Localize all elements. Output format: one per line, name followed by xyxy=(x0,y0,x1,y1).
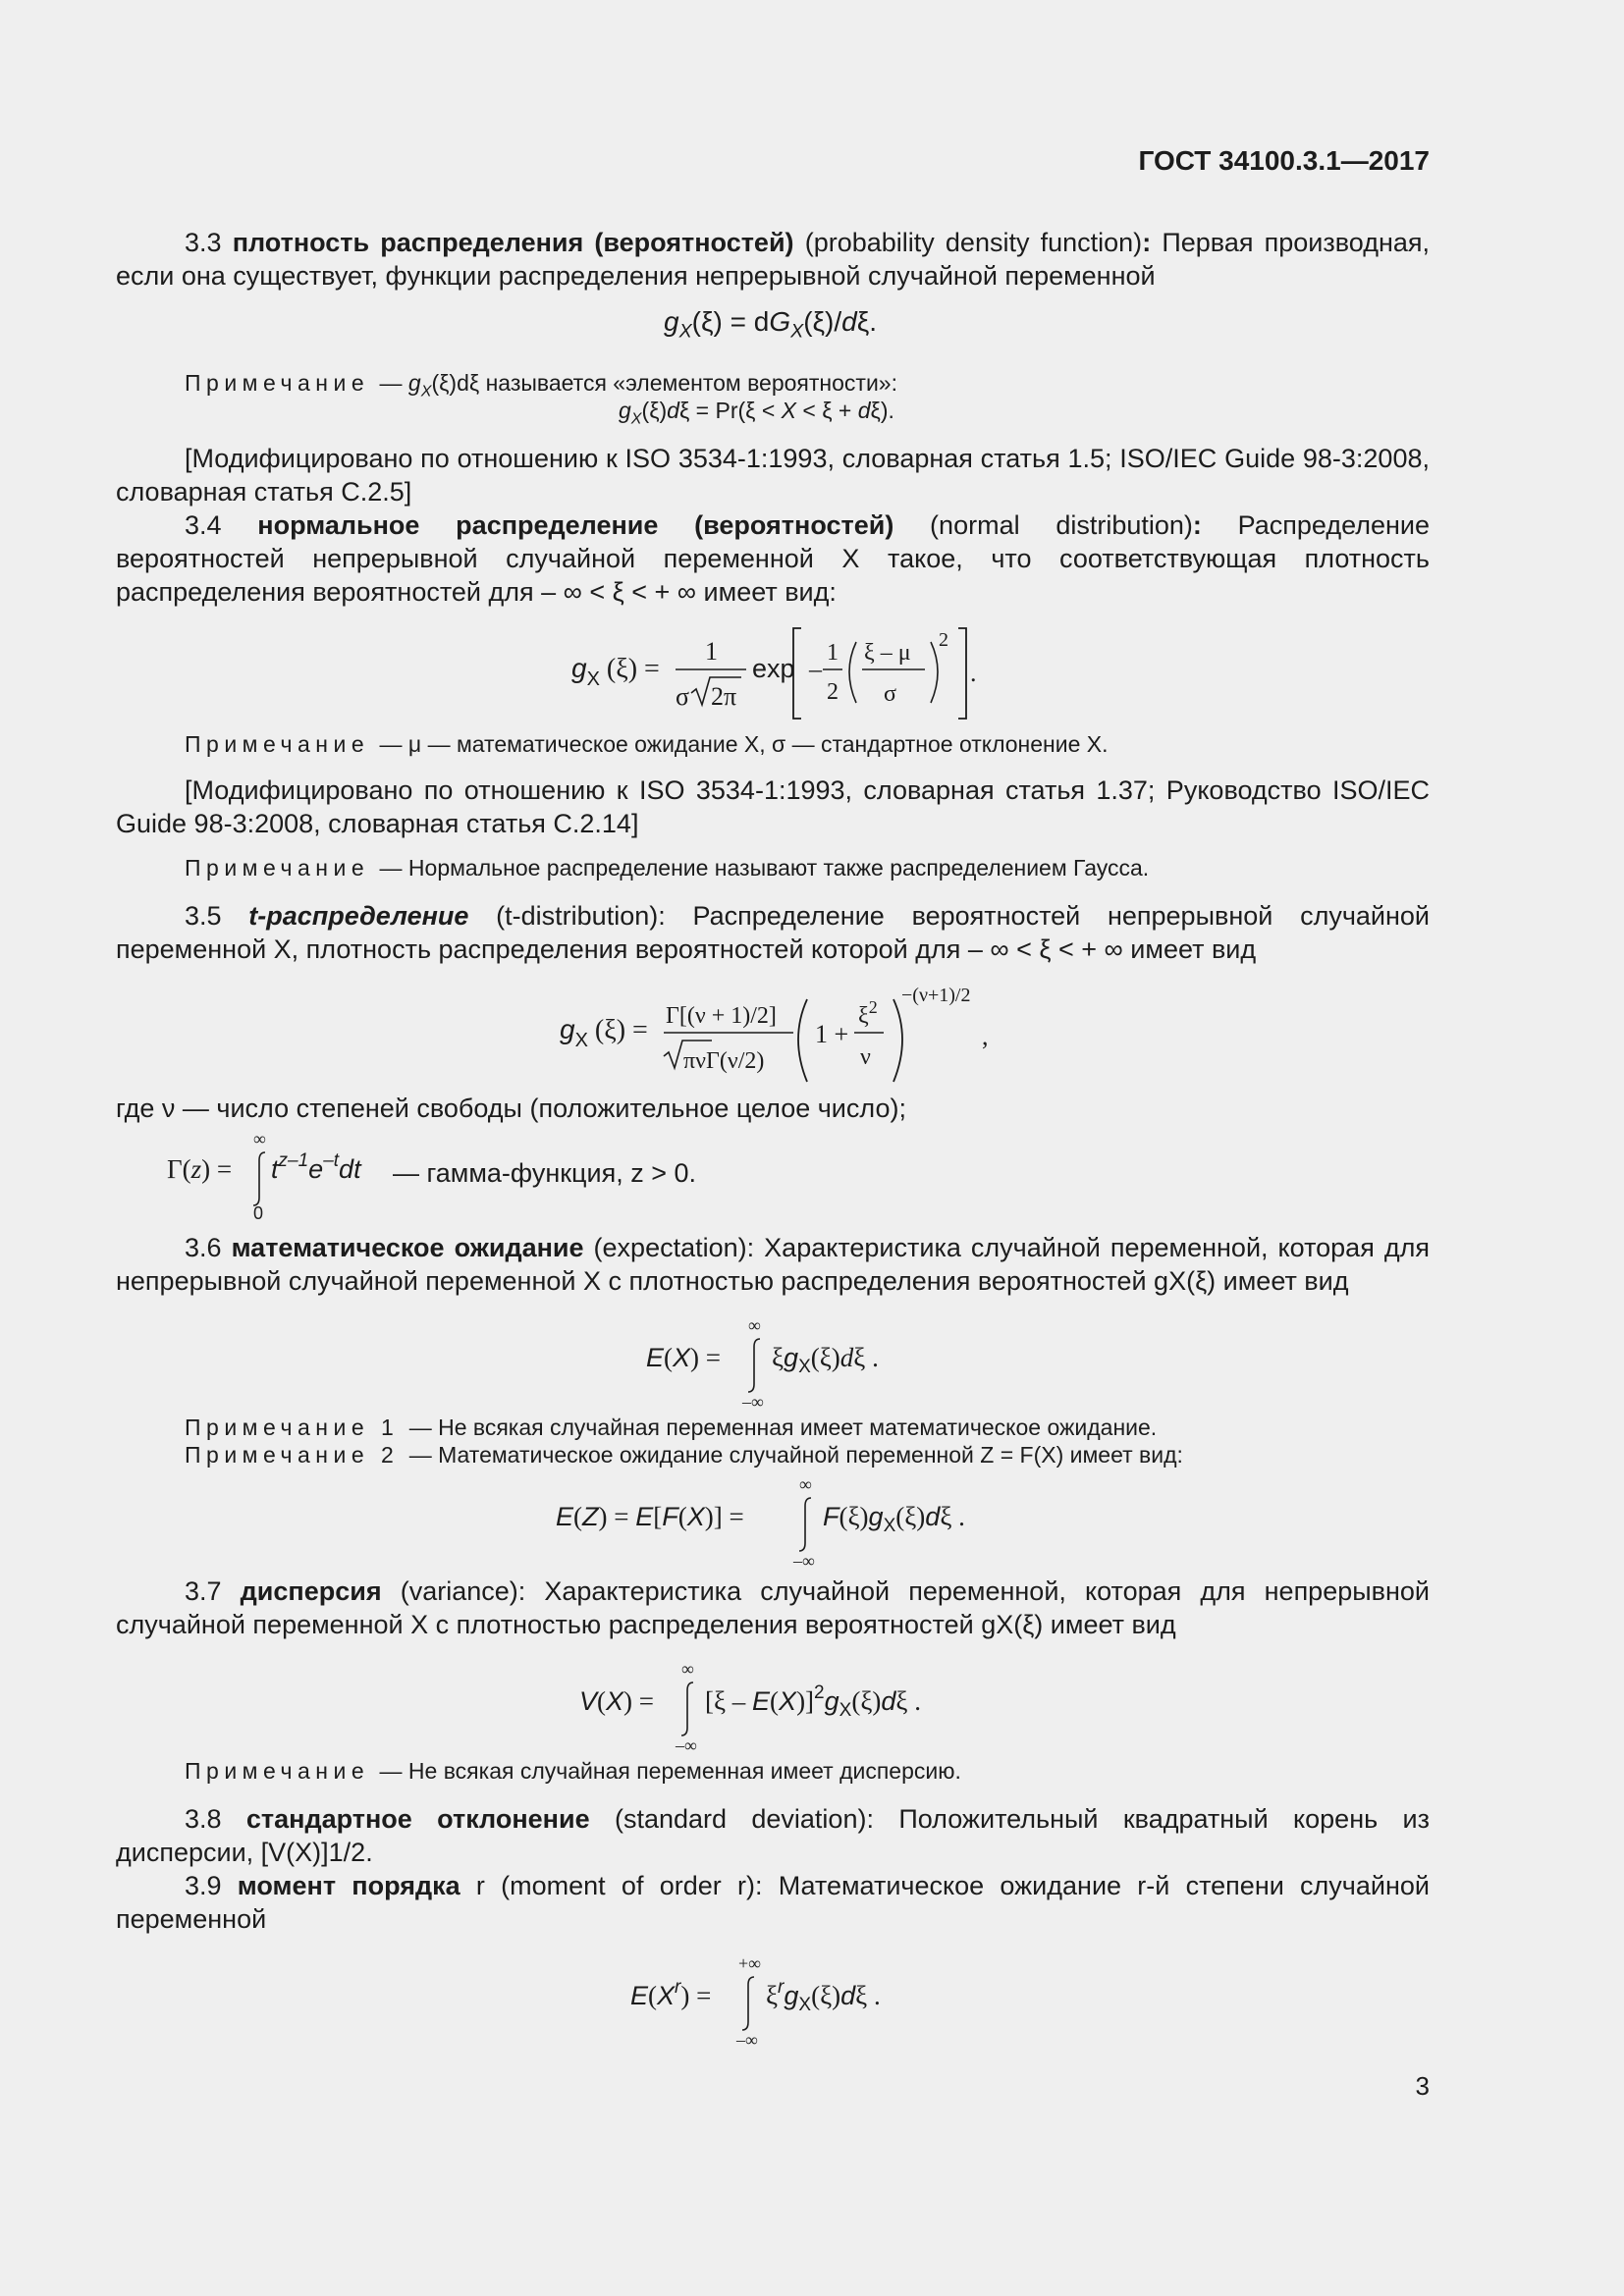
standard-designation: ГОСТ 34100.3.1—2017 xyxy=(1138,145,1430,176)
svg-text:∞: ∞ xyxy=(748,1315,761,1335)
svg-text:1: 1 xyxy=(705,637,718,666)
term-3-3: 3.3 плотность распределения (вероятностей) (probability density function): Первая производная, если она существует, функции распределения непрерывной случайной переменной xyxy=(116,228,1430,291)
gamma-function-caption: — гамма-функция, z > 0. xyxy=(393,1158,696,1188)
svg-text:–∞: –∞ xyxy=(736,2030,758,2048)
term-definition: : Характеристика случайной переменной, которая для непрерывной случайной переменной X с плотностью распределения вероятностей gX(ξ) имеет вид xyxy=(116,1576,1430,1639)
term-3-5 xyxy=(116,899,1430,966)
svg-text:σ: σ xyxy=(884,681,896,707)
term-english: (expectation) xyxy=(583,1233,747,1262)
term-number: 3.9 xyxy=(185,1871,238,1900)
svg-text:–: – xyxy=(809,655,822,683)
svg-text:V(X) =: V(X) = xyxy=(579,1686,654,1716)
svg-text:Γ(z) =: Γ(z) = xyxy=(167,1154,233,1184)
t-distribution-dof-note: где ν — число степеней свободы (положительное целое число); xyxy=(116,1094,906,1123)
note-text: называется «элементом вероятности»: xyxy=(479,370,897,396)
svg-text:ξrgX(ξ)dξ .: $\xi^rg_X(\xi)d\xi$ . xyxy=(766,1977,881,2015)
term-definition: Распределение вероятностей непрерывной случайной переменной X такое, что соответствующая плотность распределения вероятностей для – ∞ < ξ < + ∞ имеет вид: xyxy=(116,510,1430,607)
note-expectation-1 xyxy=(185,1414,1430,1441)
note-label: Примечание xyxy=(185,731,370,757)
svg-text:0: 0 xyxy=(253,1203,264,1223)
term-3-8 xyxy=(116,1802,1430,1869)
term-number: 3.8 xyxy=(185,1804,246,1834)
term-number: 3.6 xyxy=(185,1233,232,1262)
note-label: Примечание xyxy=(185,370,370,396)
term-name: нормальное распределение (вероятностей) xyxy=(257,510,894,540)
term-name: стандартное отклонение xyxy=(245,1804,590,1834)
term-definition: : Распределение вероятностей непрерывной случайной переменной X, плотность распределения вероятностей которой для – ∞ < ξ < + ∞ имеет вид xyxy=(116,901,1430,964)
note-element-of-probability: Примечание — $g_X(\xi)d\xi$ называется «элементом вероятности»: xyxy=(185,370,897,400)
svg-text:1: 1 xyxy=(827,640,839,666)
svg-text:–∞: –∞ xyxy=(793,1551,815,1569)
formula-variance xyxy=(577,1659,990,1753)
term-3-6 xyxy=(116,1231,1430,1298)
term-name: плотность распределения (вероятностей) xyxy=(232,228,794,257)
svg-text:E(Xr) =: $E(X^r)$ = xyxy=(630,1977,712,2010)
term-name: математическое ожидание xyxy=(231,1233,584,1262)
term-name: t-распределение xyxy=(248,901,469,931)
svg-text:ξgX(ξ)dξ .: $\xi g_X(\xi)d\xi$ . xyxy=(772,1343,879,1377)
svg-text:[ξ – E(X)]2gX(ξ)dξ .: $[\xi - E(X)]^2g_X(\xi)d\xi$ . xyxy=(705,1682,921,1721)
formula-expectation-of-function xyxy=(554,1474,1015,1569)
svg-text:F(ξ)gX(ξ)dξ .: $F(\xi)g_X(\xi)d\xi$ . xyxy=(823,1502,965,1536)
note-label: Примечание xyxy=(185,855,370,881)
formula-density-derivative: $g_X(\xi) = dG_X(\xi)/d\xi$. xyxy=(664,306,878,343)
svg-text:Γ[(ν + 1)/2]: Γ[(ν + 1)/2] xyxy=(666,1003,777,1029)
svg-text:.: . xyxy=(970,659,977,687)
term-name: дисперсия xyxy=(240,1576,382,1606)
svg-text:–∞: –∞ xyxy=(742,1392,764,1410)
term-english: (standard deviation) xyxy=(589,1804,867,1834)
svg-text:2: 2 xyxy=(939,629,948,651)
svg-text:−(ν+1)/2: −(ν+1)/2 xyxy=(901,985,971,1006)
formula-moment-of-order xyxy=(628,1953,943,2048)
note-variance xyxy=(185,1757,1430,1785)
modification-note-3-3: [Модифицировано по отношению к ISO 3534-1:1993, словарная статья 1.5; ISO/IEC Guide 98-3:2008, словарная статья С.2.5] xyxy=(116,444,1430,507)
page-number: 3 xyxy=(1415,2071,1430,2101)
svg-text:πνΓ(ν/2): πνΓ(ν/2) xyxy=(683,1048,765,1074)
note-text: — μ — математическое ожидание X, σ — стандартное отклонение X. xyxy=(373,731,1109,757)
term-3-9 xyxy=(116,1869,1430,1936)
term-definition: : Положительный квадратный корень из дисперсии, [V(X)]1/2. xyxy=(116,1804,1430,1867)
svg-text:1 +: 1 + xyxy=(815,1020,849,1048)
note-text: — Нормальное распределение называют также распределением Гаусса. xyxy=(373,855,1150,881)
svg-text:E(Z) = E[F(X)] =: E(Z) = E[F(X)] = xyxy=(556,1502,744,1531)
svg-text:gX (ξ) =: $g_X$ (ξ) = xyxy=(560,1014,648,1051)
svg-text:–∞: –∞ xyxy=(676,1735,697,1753)
svg-text:exp: exp xyxy=(752,654,795,683)
svg-text:+∞: +∞ xyxy=(738,1953,761,1973)
term-number: 3.3 xyxy=(185,228,233,257)
term-english: (probability density function) xyxy=(793,228,1143,257)
svg-text:ξ – μ: ξ – μ xyxy=(864,640,911,666)
svg-text:tz–1e–tdt: $t^{z-1}e^{-t}dt$ xyxy=(271,1150,361,1184)
svg-text:σ: σ xyxy=(676,682,690,711)
note-label: Примечание 1 xyxy=(185,1415,400,1440)
svg-text:,: , xyxy=(982,1022,989,1050)
formula-expectation xyxy=(644,1315,919,1410)
term-definition: : Математическое ожидание r-й степени случайной переменной xyxy=(116,1871,1430,1934)
term-number: 3.4 xyxy=(185,510,258,540)
term-name: момент порядка xyxy=(237,1871,460,1900)
note-label: Примечание 2 xyxy=(185,1442,400,1468)
note-expectation-2 xyxy=(185,1441,1430,1468)
svg-text:∞: ∞ xyxy=(799,1474,812,1494)
term-english: r (moment of order r) xyxy=(460,1871,755,1900)
note-text: — Математическое ожидание случайной переменной Z = F(X) имеет вид: xyxy=(403,1442,1183,1468)
modification-note-3-4: [Модифицировано по отношению к ISO 3534-1:1993, словарная статья 1.37; Руководство ISO/IEC Guide 98-3:2008, словарная статья С.2.14] xyxy=(116,775,1430,838)
note-gauss xyxy=(185,854,1430,881)
formula-t-density xyxy=(550,978,1011,1086)
term-3-4: 3.4 нормальное распределение (вероятностей) (normal distribution): Распределение вероятностей непрерывной случайной переменной X такое, что соответствующая плотность распределения вероятностей для – ∞ < ξ < + ∞ имеет вид: xyxy=(116,510,1430,607)
formula-probability-element: $g_X(\xi)d\xi = Pr(\xi < X < \xi + d\xi)$. xyxy=(619,398,894,428)
svg-text:ν: ν xyxy=(860,1044,871,1070)
term-english: (normal distribution) xyxy=(893,510,1193,540)
svg-text:gX (ξ) =: $g_X$ (ξ) = xyxy=(571,653,660,690)
note-text: — Не всякая случайная переменная имеет дисперсию. xyxy=(373,1758,961,1784)
term-number: 3.5 xyxy=(185,901,249,931)
svg-text:2π: 2π xyxy=(711,682,737,711)
svg-text:E(X) =: E(X) = xyxy=(646,1343,721,1372)
term-number: 3.7 xyxy=(185,1576,241,1606)
note-mu-sigma xyxy=(185,730,1430,758)
svg-text:ξ2: $\xi^2$ xyxy=(858,997,878,1029)
svg-text:∞: ∞ xyxy=(681,1659,694,1679)
term-english: (variance) xyxy=(381,1576,518,1606)
term-english: (t-distribution) xyxy=(468,901,659,931)
svg-text:2: 2 xyxy=(827,679,839,705)
term-definition: : Характеристика случайной переменной, которая для непрерывной случайной переменной X с плотностью распределения вероятностей gX(ξ) имеет вид xyxy=(116,1233,1430,1296)
svg-text:∞: ∞ xyxy=(253,1129,266,1148)
note-text: — Не всякая случайная переменная имеет математическое ожидание. xyxy=(403,1415,1158,1440)
term-definition: Первая производная, если она существует, функции распределения непрерывной случайной переменной xyxy=(116,228,1430,291)
note-label: Примечание xyxy=(185,1758,370,1784)
formula-normal-density xyxy=(560,616,992,724)
term-3-7 xyxy=(116,1575,1430,1641)
